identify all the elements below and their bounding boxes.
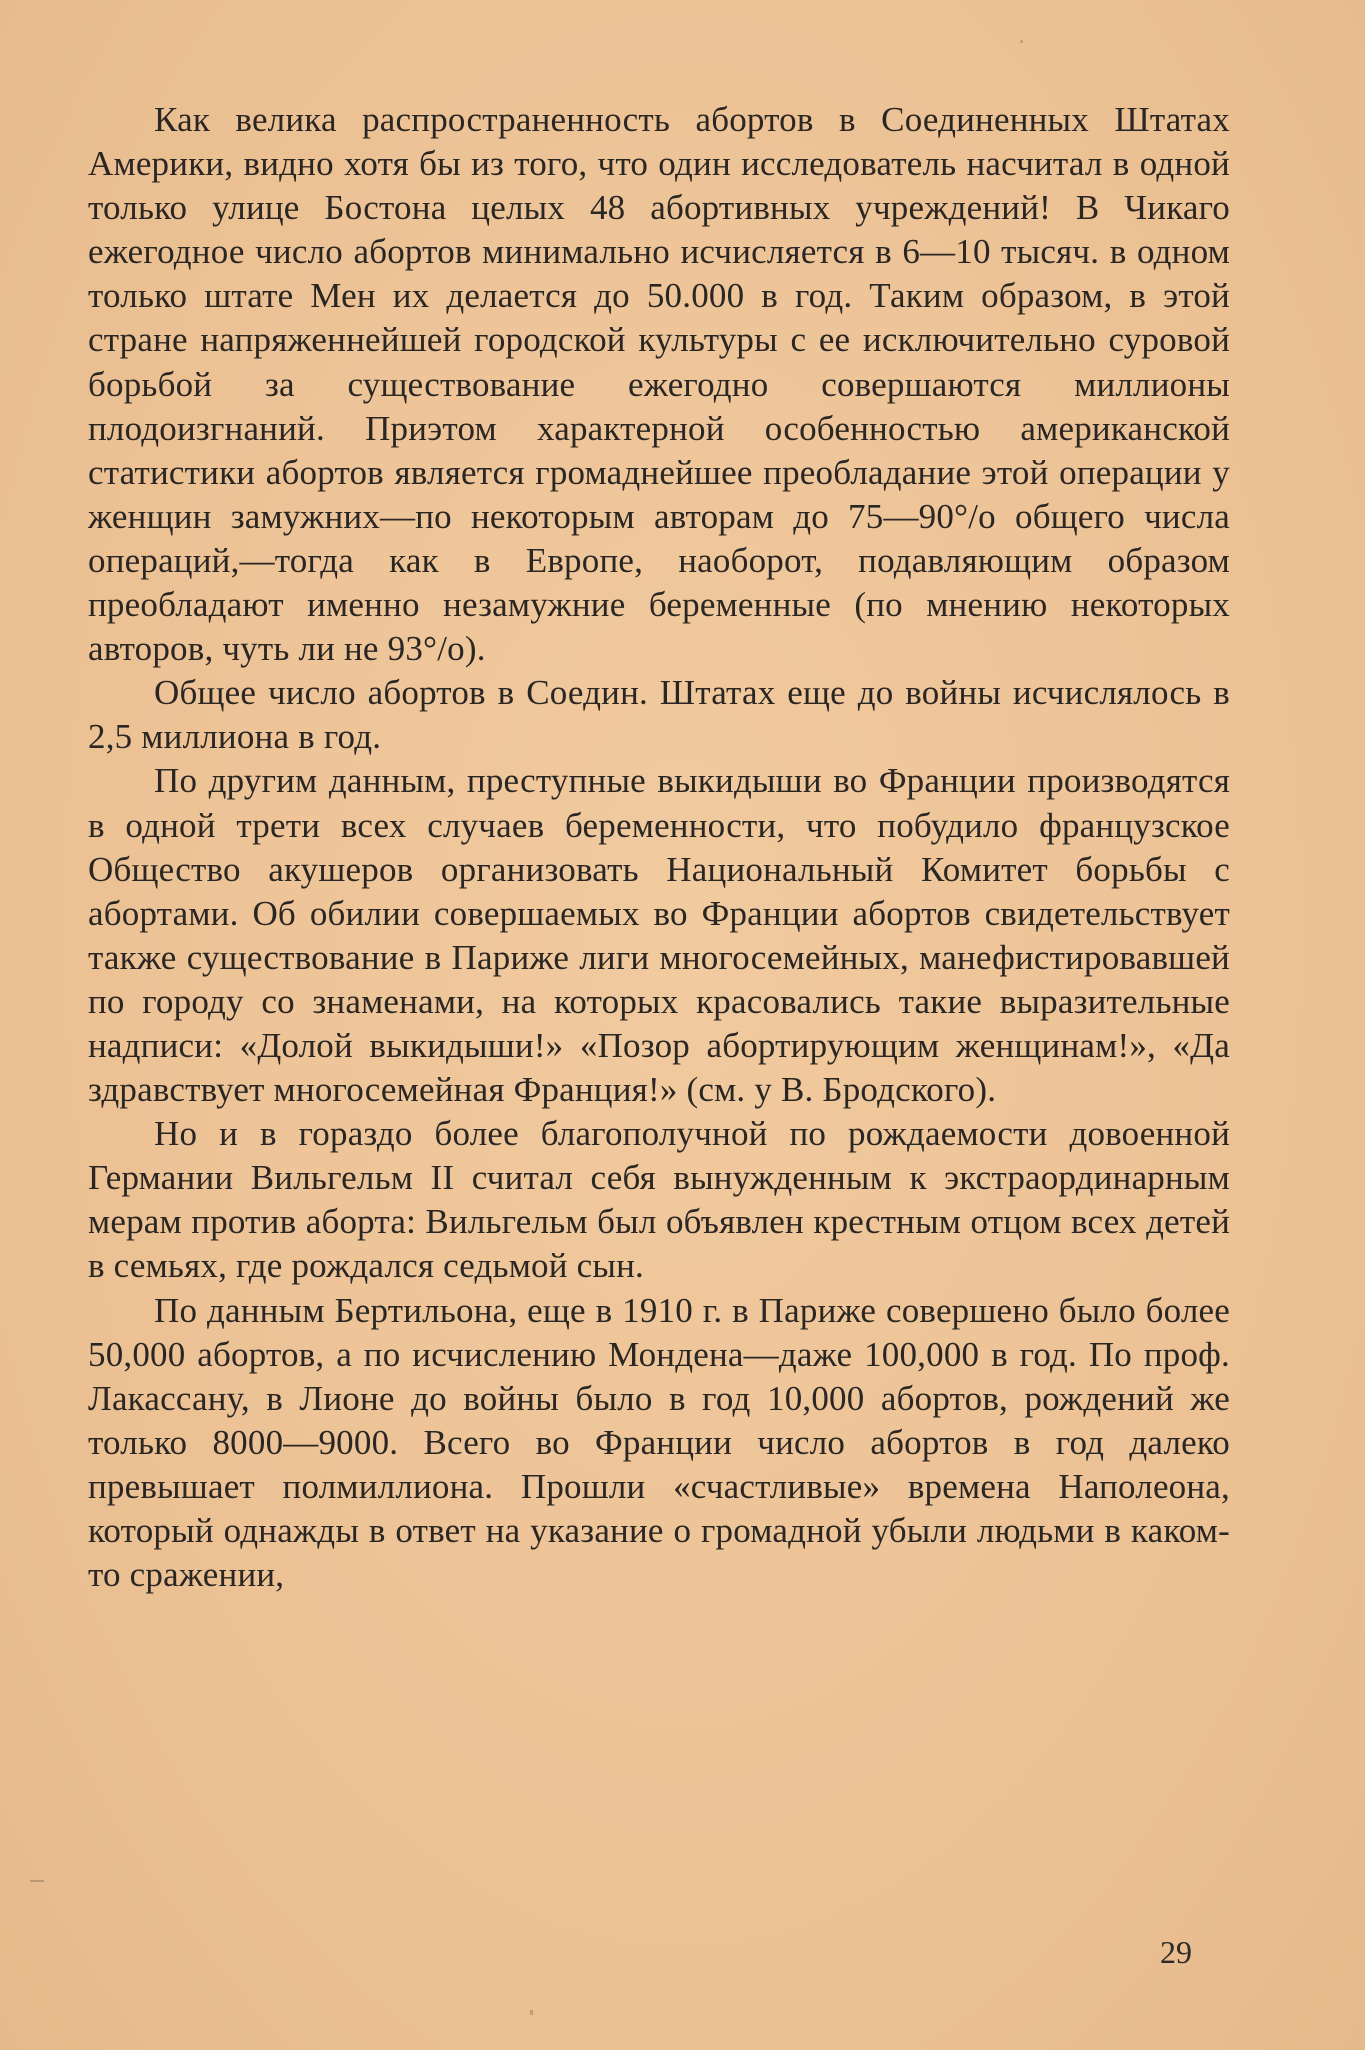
paragraph-germany: Но и в гораздо более благополучной по рождаемости довоенной Германии Вильгельм II считал себя вынужденным к экстраординарным мерам против аборта: Вильгельм был объявлен крестным отцом всех детей в семьях, где рождался седьмой сын. — [88, 1114, 1230, 1286]
paragraph-bertillon: По данным Бертильона, еще в 1910 г. в Париже совершено было более 50,000 абортов, а по исчислению Мондена—даже 100,000 в год. По проф. Лакассану, в Лионе до войны было в год 10,000 абортов, рождений же только 8000—9000. Всего во Франции число абортов в год далеко превышает полмиллиона. Прошли «счастливые» времена Наполеона, который однажды в ответ на указание о громадной убыли людьми в каком-то сражении, — [88, 1290, 1230, 1595]
paragraph-france: По другим данным, преступные выкидыши во Франции производятся в одной трети всех случаев беременности, что побудило французское Общество акушеров организовать Национальный Комитет борьбы с абортами. Об обилии совершаемых во Франции абортов свидетельствует также существование в Париже лиги многосемейных, манефистировавшей по городу со знаменами, на которых красовались такие выразительные надписи: «Долой выкидыши!» «Позор абортирующим женщинам!», «Да здравствует многосемейная Франция!» (см. у В. Бродского). — [88, 761, 1230, 1110]
paragraph-us-abortions: Как велика распространенность абортов в Соединенных Штатах Америки, видно хотя бы из того, что один исследователь насчитал в одной только улице Бостона целых 48 абортивных учреждений! В Чикаго ежегодное число абортов минимально исчисляется в 6—10 тысяч. в одном только штате Мен их делается до 50.000 в год. Таким образом, в этой стране напряженнейшей городской культуры с ее исключительно суровой борьбой за существование ежегодно совершаются миллионы плодоизгнаний. Приэтом характерной особенностью американской статистики абортов является громаднейшее преобладание этой операции у женщин замужних—по некоторым авторам до 75—90°/о общего числа операций,—тогда как в Европе, наоборот, подавляющим образом преобладают именно незамужние беременные (по мнению некоторых авторов, чуть ли не 93°/o). — [88, 100, 1230, 669]
page-number: 29 — [1160, 1934, 1192, 1970]
paper-speck — [30, 1880, 44, 1882]
paragraph-us-total: Общее число абортов в Соедин. Штатах еще до войны исчислялось в 2,5 миллиона в год. — [88, 673, 1230, 757]
paper-speck — [530, 2010, 533, 2015]
body-text — [88, 98, 1230, 1597]
paper-speck — [1020, 40, 1023, 43]
